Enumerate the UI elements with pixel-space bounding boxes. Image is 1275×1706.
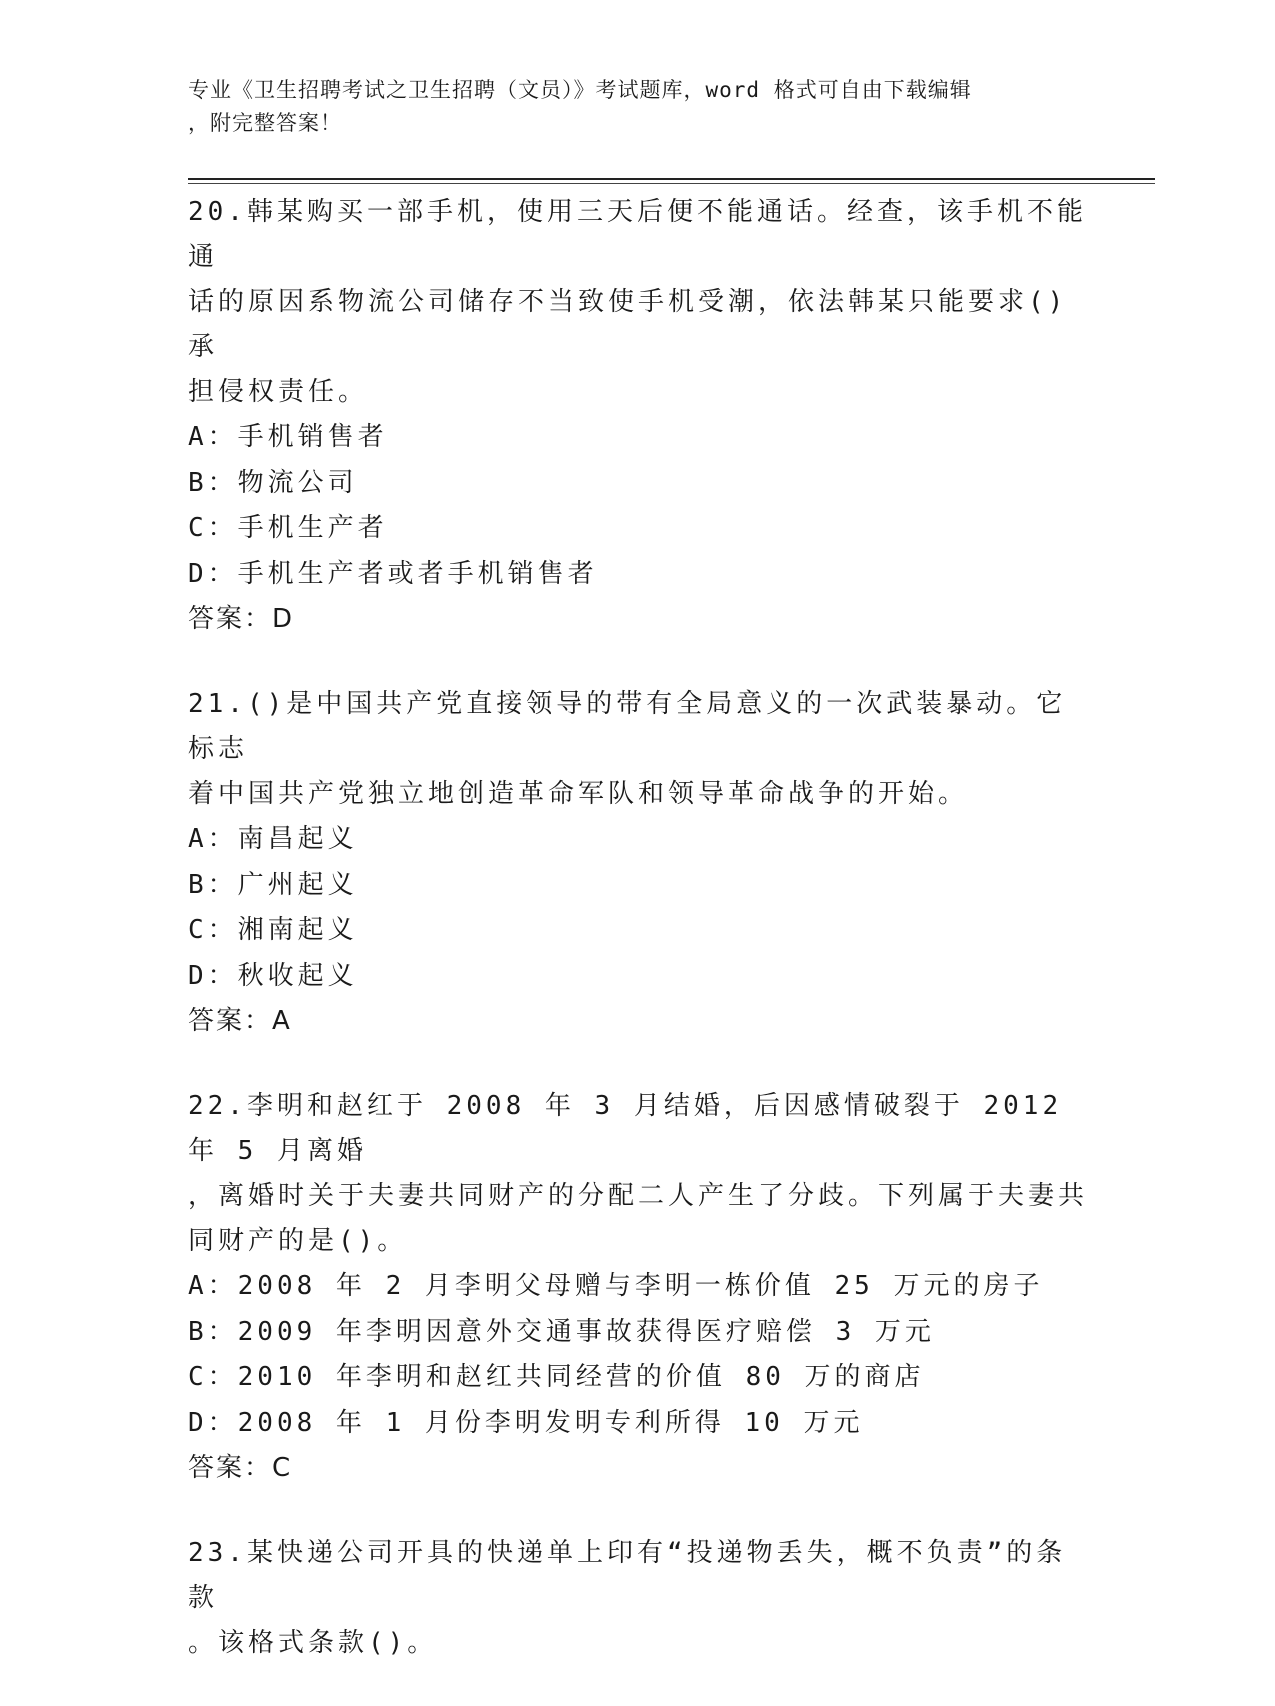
- option-d: D：手机生产者或者手机销售者: [188, 558, 598, 589]
- option-a: A：手机销售者: [188, 422, 388, 452]
- question-text-line: 23.某快递公司开具的快递单上印有“投递物丢失，概不负责”的条款: [188, 1538, 1067, 1613]
- question-20: [188, 190, 1088, 642]
- document-header: [188, 74, 1068, 140]
- question-text-line: 同财产的是()。: [188, 1226, 408, 1256]
- option-d: D：秋收起义: [188, 960, 358, 991]
- question-text-line: 担侵权责任。: [188, 377, 369, 407]
- question-text-line: ，离婚时关于夫妻共同财产的分配二人产生了分歧。下列属于夫妻共: [188, 1181, 1089, 1211]
- question-text-line: 着中国共产党独立地创造革命军队和领导革命战争的开始。: [188, 779, 969, 809]
- header-line-1: 专业《卫生招聘考试之卫生招聘（文员）》考试题库，word 格式可自由下载编辑: [188, 78, 972, 102]
- question-22: [188, 1084, 1088, 1491]
- header-line-2: ，附完整答案！: [188, 111, 342, 135]
- question-text-line: 21.()是中国共产党直接领导的带有全局意义的一次武装暴动。它标志: [188, 689, 1067, 764]
- header-divider-thin: [188, 183, 1155, 184]
- question-21: [188, 682, 1088, 1044]
- question-list: [188, 190, 1088, 1706]
- option-c: C：2010 年李明和赵红共同经营的价值 80 万的商店: [188, 1362, 925, 1392]
- option-c: C：湘南起义: [188, 915, 358, 945]
- question-text-line: 22.李明和赵红于 2008 年 3 月结婚，后因感情破裂于 2012 年 5 月离婚: [188, 1091, 1063, 1166]
- question-23: [188, 1531, 1088, 1666]
- option-b: B：广州起义: [188, 869, 358, 900]
- option-c: C：手机生产者: [188, 513, 388, 543]
- option-a: A：2008 年 2 月李明父母赠与李明一栋价值 25 万元的房子: [188, 1271, 1044, 1301]
- question-text-line: 。该格式条款()。: [188, 1628, 438, 1658]
- answer: 答案：D: [188, 604, 295, 634]
- question-text-line: 话的原因系物流公司储存不当致使手机受潮，依法韩某只能要求()承: [188, 287, 1068, 362]
- answer: 答案：C: [188, 1453, 293, 1483]
- option-b: B：2009 年李明因意外交通事故获得医疗赔偿 3 万元: [188, 1316, 935, 1347]
- header-divider-thick: [188, 178, 1155, 180]
- option-d: D：2008 年 1 月份李明发明专利所得 10 万元: [188, 1407, 864, 1438]
- option-b: B：物流公司: [188, 467, 358, 498]
- question-text-line: 20.韩某购买一部手机，使用三天后便不能通话。经查，该手机不能通: [188, 197, 1087, 272]
- answer: 答案：A: [188, 1006, 292, 1036]
- option-a: A：南昌起义: [188, 824, 358, 854]
